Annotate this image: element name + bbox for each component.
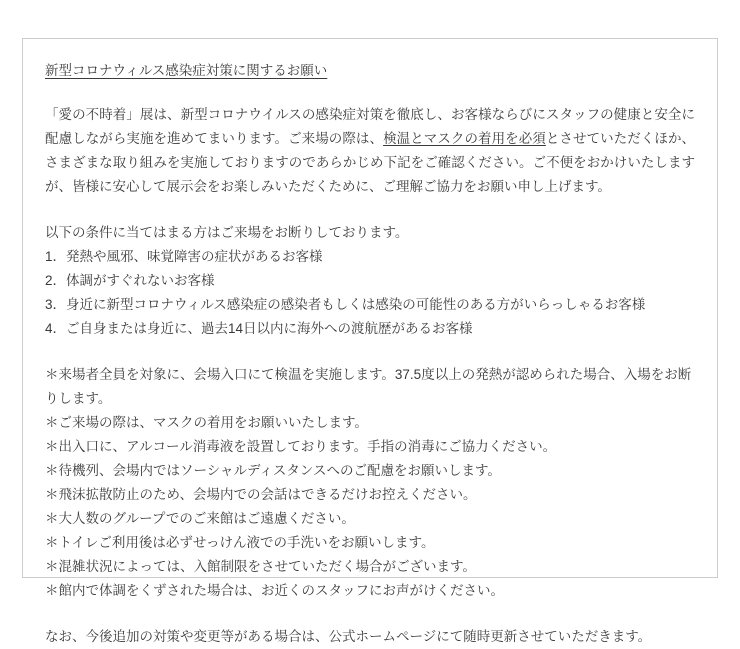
intro-text-underlined: 検温とマスクの着用を必須 bbox=[383, 130, 546, 146]
intro-text-part1: 「愛の不時着」展は、新型コロナウイルスの感染症対策を徹底し、お客様ならびにスタッフの健康と安全に配慮しながら実施を進めてまいります。ご来場の際は、 bbox=[45, 106, 695, 146]
notice-title: 新型コロナウィルス感染症対策に関するお願い bbox=[45, 63, 328, 78]
condition-item-2: 2．体調がすぐれないお客様 bbox=[45, 272, 215, 288]
condition-item-4: 4．ご自身または身近に、過去14日以内に海外への渡航歴があるお客様 bbox=[45, 320, 473, 336]
measure-item-1: ＊来場者全員を対象に、会場入口にて検温を実施します。37.5度以上の発熱が認められた場合、入場をお断りします。 bbox=[45, 366, 692, 406]
condition-item-1: 1．発熱や風邪、味覚障害の症状があるお客様 bbox=[45, 248, 323, 264]
measure-item-7: ＊トイレご利用後は必ずせっけん液での手洗いをお願いします。 bbox=[45, 534, 435, 550]
spacer-after-intro bbox=[45, 199, 695, 221]
spacer-after-conditions bbox=[45, 341, 695, 363]
condition-item-3: 3．身近に新型コロナウィルス感染症の感染者もしくは感染の可能性のある方がいらっしゃるお客様 bbox=[45, 296, 646, 312]
measure-item-9: ＊館内で体調をくずされた場合は、お近くのスタッフにお声がけください。 bbox=[45, 582, 504, 598]
spacer-after-measures bbox=[45, 603, 695, 625]
measure-item-3: ＊出入口に、アルコール消毒液を設置しております。手指の消毒にご協力ください。 bbox=[45, 438, 557, 454]
measure-item-2: ＊ご来場の際は、マスクの着用をお願いいたします。 bbox=[45, 414, 368, 430]
measure-item-5: ＊飛沫拡散防止のため、会場内での会話はできるだけお控えください。 bbox=[45, 486, 477, 502]
notice-closing: なお、今後追加の対策や変更等がある場合は、公式ホームページにて随時更新させていただきます。 bbox=[45, 628, 652, 644]
measure-item-6: ＊大人数のグループでのご来館はご遠慮ください。 bbox=[45, 510, 355, 526]
conditions-heading: 以下の条件に当てはまる方はご来場をお断りしております。 bbox=[45, 224, 409, 240]
notice-content bbox=[45, 59, 695, 649]
notice-box bbox=[22, 38, 718, 644]
intro-text-part2: とさせていただくほか、さまざまな取り組みを実施しておりますのであらかじめ下記をご確認ください。ご不便をおかけいたしますが、皆様に安心して展示会をお楽しみいただくために、ご理解ご協力をお願い申し上げます。 bbox=[45, 130, 696, 194]
measure-item-8: ＊混雑状況によっては、入館制限をさせていただく場合がございます。 bbox=[45, 558, 476, 574]
notice-intro-paragraph bbox=[45, 103, 695, 199]
measure-item-4: ＊待機列、会場内ではソーシャルディスタンスへのご配慮をお願いします。 bbox=[45, 462, 501, 478]
